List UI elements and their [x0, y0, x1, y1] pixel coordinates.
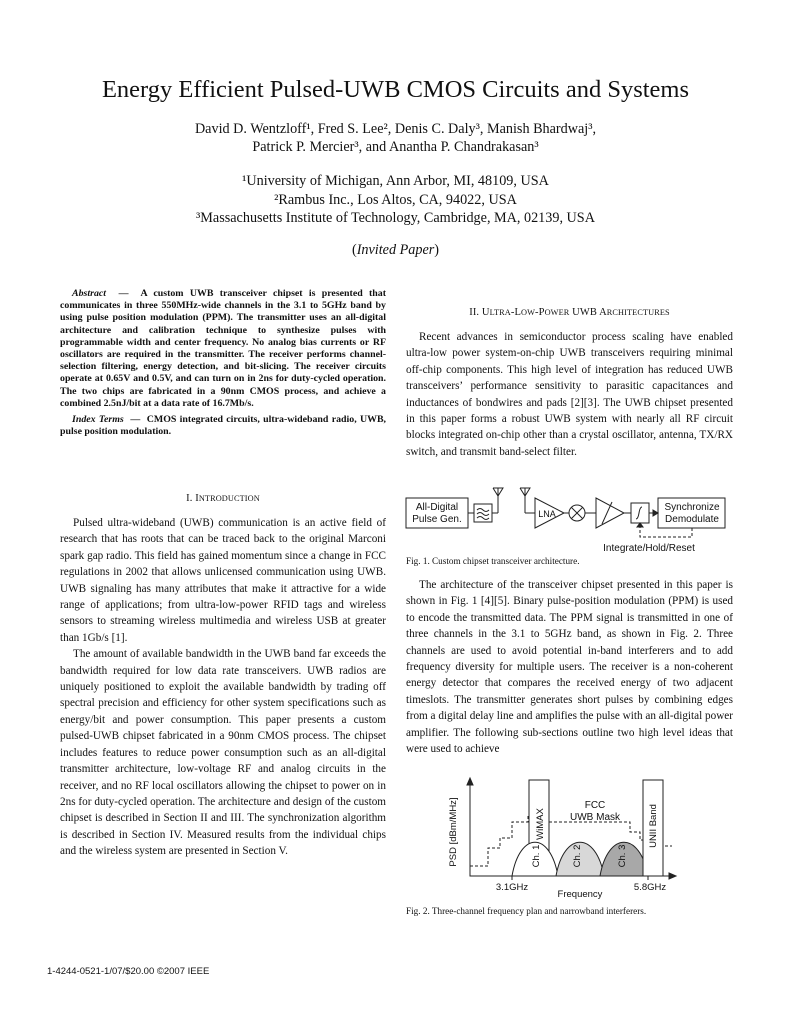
section-1-paragraph: Pulsed ultra-wideband (UWB) communication is an active field of research that has roots that can be traced back to the original Marconi spark gap radio. This field has gained momentum since a change in FCC regulations in 2002 that allows unlicensed communication using UWB. UWB signaling has many attributes that make it attractive for a wide range of applications; from ultra-low-power RFID tags and wireless sensors to streaming wireless multimedia and wireless USB at greater than 1Gb/s [1].	[60, 517, 386, 644]
fig2-caption: Fig. 2. Three-channel frequency plan and narrowband interferers.	[406, 906, 647, 916]
invited-paper-label: Invited Paper	[356, 242, 435, 258]
affiliation-list	[0, 172, 791, 228]
section-1-paragraph: The amount of available bandwidth in the UWB band far exceeds the bandwidth required for low data rate transceivers. UWB radios are uniquely positioned to exploit the available bandwidth by trading off spectral precision and efficiency for other system specifications such as energy/bit and power consumption. This paper presents a custom pulsed-UWB chipset fabricated in a 90nm CMOS process. The chipset includes features to reduce power consumption such as an all-digital transmitter architecture, low-voltage RF and analog circuits in the receiver, and no RF local oscillators allowing the chipset to power on in 2ns for duty-cycled operation. The architecture and design of the custom chipset is described in Section II and III. The synchronization algorithm is described in Section IV. Measured results from the individual chips and the wireless system are presented in Section V.	[60, 648, 386, 858]
abstract-label: Abstract	[72, 288, 107, 299]
pulse-gen-label-2: Pulse Gen.	[412, 514, 462, 525]
bandpass-filter-icon	[474, 504, 492, 522]
integrator-block	[631, 503, 649, 523]
index-terms-label: Index Terms	[72, 414, 124, 426]
affiliation-2: ²Rambus Inc., Los Altos, CA, 94022, USA	[274, 191, 517, 208]
copyright-footer: 1-4244-0521-1/07/$20.00 ©2007 IEEE	[47, 966, 210, 977]
fig2-frequency-plan	[440, 776, 680, 900]
left-column	[60, 288, 386, 438]
fig1-block-diagram	[404, 484, 736, 556]
fig2-y-axis-label: PSD [dBm/MHz]	[448, 797, 459, 867]
fcc-label-1: FCC	[584, 800, 606, 811]
pulse-gen-label-1: All-Digital	[415, 502, 459, 513]
author-list	[0, 120, 791, 156]
fig1-caption: Fig. 1. Custom chipset transceiver architecture.	[406, 556, 580, 566]
integrate-hold-reset-feedback	[640, 525, 692, 537]
x-tick-start-label: 3.1GHz	[495, 882, 529, 893]
lna-label: LNA	[538, 509, 556, 519]
section-2-paragraph-1: Recent advances in semiconductor process scaling have enabled ultra-low power system-on-chip UWB transceivers requiring minimal off-chip components. This high level of integration has reduced UWB transceivers’ performance sensitivity to parasitic capacitances and inductances of bondwires and pads [2][3]. The UWB chipset presented in this paper forms a robust UWB system with nearly all RF circuit blocks integrated on-chip other than a crystal oscillator, antenna, TX/RX switch, and transmit band-select filter.	[406, 331, 733, 458]
affiliation-3: ³Massachusetts Institute of Technology, Cambridge, MA, 02139, USA	[196, 210, 595, 226]
channel-2-label: Ch. 2	[572, 844, 583, 868]
section-1-heading: I. INTRODUCTION	[186, 493, 260, 504]
sync-label-2: Demodulate	[665, 514, 719, 525]
x-tick-end-label: 5.8GHz	[633, 882, 667, 893]
invited-paper-note: (Invited Paper)	[351, 242, 440, 258]
authors-line-2: Patrick P. Mercier³, and Anantha P. Chandrakasan³	[252, 139, 539, 155]
index-terms-text: CMOS integrated circuits, ultra-wideband radio, UWB, pulse position modulation.	[60, 414, 387, 438]
wimax-label: WiMAX	[535, 808, 546, 840]
fcc-label-2: UWB Mask	[570, 812, 620, 823]
integrate-hold-reset-label: Integrate/Hold/Reset	[603, 543, 695, 554]
sync-label-1: Synchronize	[664, 502, 720, 513]
vga-amplifier-icon	[596, 498, 624, 528]
unii-band-label: UNII Band	[648, 804, 659, 848]
abstract: Abstract — A custom UWB transceiver chipset is presented that communicates in three 550MHz-wide channels in the 3.1 to 5GHz band by using pulse position modulation (PPM). The transmitter uses an all-digital architecture and calibration technique to synthesize pulses with programmable width and center frequency. No analog bias currents or RF oscillators are required in the transmitter. The receiver performs channel-selection filtering, energy detection, and bit-slicing. The receiver circuits operate at 0.65V and 0.5V, and can turn on in 2ns for duty-cycled operation. The two chips are fabricated in a 90nm CMOS process, and achieve a combined 2.5nJ/bit at a data rate of 16.7Mb/s.	[60, 288, 386, 409]
section-2-paragraph-2: The architecture of the transceiver chipset presented in this paper is shown in Fig. 1 [4][5]. Binary pulse-position modulation (PPM) is used to encode the transmitted data. The PPM signal is transmitted in one of three channels in the 3.1 to 5GHz band, as shown in Fig. 2. Three channels are used to avoid potential in-band interferers and to add frequency diversity for multiple users. The receiver is a non-coherent energy detector that compares the received energy of two adjacent timeslots. The transmitter generates short pulses by combining edges from a digital delay line and amplifies the pulse with an all-digital power amplifier. The following sub-sections outline two high level ideas that were used to achieve	[406, 579, 733, 756]
affiliation-1: ¹University of Michigan, Ann Arbor, MI, 48109, USA	[242, 173, 549, 189]
channel-3-label: Ch. 3	[617, 844, 628, 868]
section-1-body	[60, 515, 386, 860]
authors-line-1: David D. Wentzloff¹, Fred S. Lee², Denis C. Daly³, Manish Bhardwaj³,	[194, 121, 597, 137]
channel-1-label: Ch. 1	[531, 844, 542, 868]
abstract-text: A custom UWB transceiver chipset is presented that communicates in three 550MHz-wide channels in the 3.1 to 5GHz band by using pulse position modulation (PPM). The transmitter uses an all-digital architecture and calibration technique to synthesize pulses with programmable width and center frequency. No analog bias currents or RF oscillators are required in the transmitter. The receiver performs channel-selection filtering, energy detection, and bit-slicing. The receiver circuits operate at 0.65V and 0.5V, and can turn on in 2ns for duty-cycled operation. The two chips are fabricated in a 90nm CMOS process, and achieve a combined 2.5nJ/bit at a data rate of 16.7Mb/s.	[60, 288, 386, 409]
paper-title: Energy Efficient Pulsed-UWB CMOS Circuits and Systems	[101, 76, 690, 103]
fig2-x-axis-label: Frequency	[557, 889, 603, 900]
index-terms: Index Terms — CMOS integrated circuits, ultra-wideband radio, UWB, pulse position modulation.	[60, 414, 387, 438]
section-2-heading: II. ULTRA-LOW-POWER UWB ARCHITECTURES	[469, 307, 670, 318]
